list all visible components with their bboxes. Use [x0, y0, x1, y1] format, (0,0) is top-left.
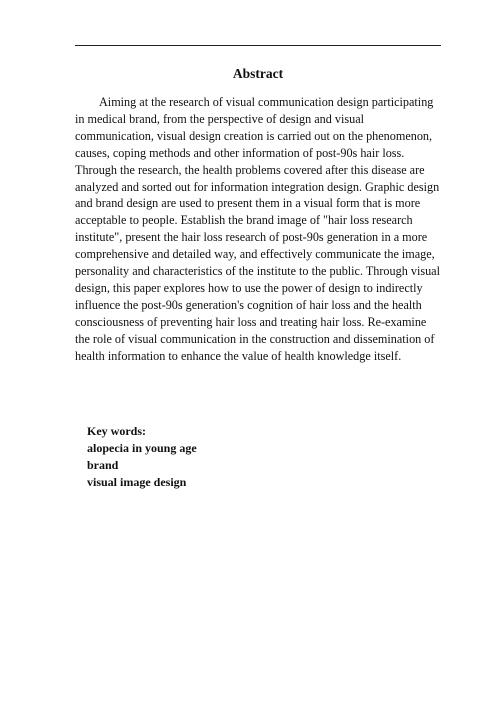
header-rule — [75, 45, 441, 46]
keywords-label: Key words: — [87, 424, 146, 438]
keyword-term: alopecia in young age — [87, 441, 197, 455]
abstract-body: Aiming at the research of visual communication design participating in medical brand, from the perspective of design and visual communication, visual design creation is carried out on the phenomenon, causes, coping methods and other information of post-90s hair loss. Through the research, the health problems covered after this disease are analyzed and sorted out for information integration design. Graphic design and brand design are used to present them in a visual form that is more acceptable to people. Establish the brand image of "hair loss research institute", present the hair loss research of post-90s generation in a more comprehensive and detailed way, and effectively communicate the image, personality and characteristics of the institute to the public. Through visual design, this paper explores how to use the power of design to indirectly influence the post-90s generation's cognition of hair loss and the health consciousness of preventing hair loss and treating hair loss. Re-examine the role of visual communication in the construction and dissemination of health information to enhance the value of health knowledge itself. — [75, 95, 440, 363]
abstract-heading: Abstract — [232, 66, 284, 81]
keywords-line — [75, 406, 455, 508]
keyword-term: visual image design — [87, 475, 187, 489]
keyword-term: brand — [87, 458, 119, 472]
